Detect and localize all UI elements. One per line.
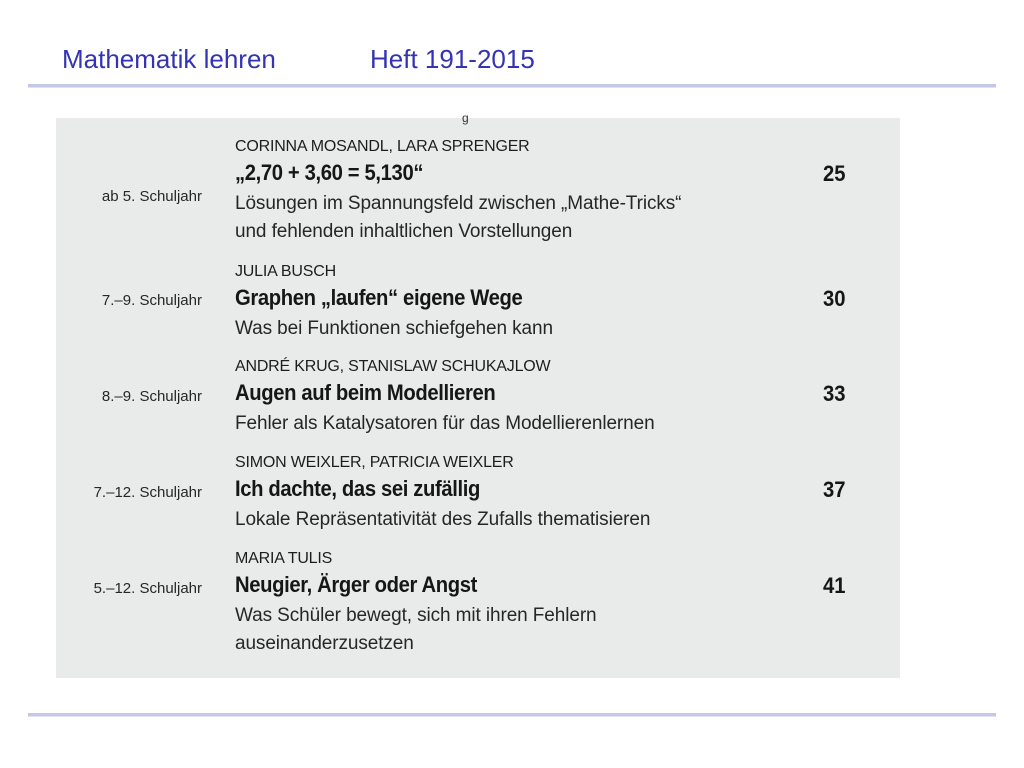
article-subtitle-line: und fehlenden inhaltlichen Vorstellungen (235, 221, 573, 242)
journal-title: Mathematik lehren (62, 44, 276, 74)
article-subtitle-line: Was bei Funktionen schiefgehen kann (235, 318, 553, 339)
article-title: Ich dachte, das sei zufällig (235, 476, 481, 501)
grade-level: 5.–12. Schuljahr (93, 580, 202, 597)
article-subtitle-line: Fehler als Katalysatoren für das Modellierenlernen (235, 413, 655, 434)
article-subtitle-line: Lokale Repräsentativität des Zufalls thematisieren (235, 509, 651, 530)
issue-label: Heft 191-2015 (370, 44, 535, 74)
cropped-text-fragment: g (462, 111, 469, 125)
article-title: Graphen „laufen“ eigene Wege (235, 285, 523, 310)
article-title: Augen auf beim Modellieren (235, 380, 496, 405)
article-subtitle-line: Lösungen im Spannungsfeld zwischen „Mathe-Tricks“ (235, 193, 682, 214)
article-title: Neugier, Ärger oder Angst (235, 572, 477, 597)
page-number: 25 (823, 161, 846, 186)
article-authors: SIMON WEIXLER, PATRICIA WEIXLER (235, 454, 514, 471)
grade-level: ab 5. Schuljahr (101, 188, 202, 205)
bottom-divider (28, 713, 996, 717)
article-authors: ANDRÉ KRUG, STANISLAW SCHUKAJLOW (235, 358, 551, 375)
page-number: 37 (823, 477, 846, 502)
slide-header (62, 44, 962, 78)
article-title: „2,70 + 3,60 = 5,130“ (235, 160, 424, 185)
grade-level: 8.–9. Schuljahr (101, 388, 202, 405)
grade-level: 7.–9. Schuljahr (101, 292, 202, 309)
page-number: 30 (823, 286, 846, 311)
grade-level: 7.–12. Schuljahr (93, 484, 202, 501)
article-authors: MARIA TULIS (235, 550, 333, 567)
table-of-contents-scan (56, 111, 900, 678)
article-subtitle-line: Was Schüler bewegt, sich mit ihren Fehlern (235, 605, 597, 626)
top-divider (28, 84, 996, 88)
article-authors: CORINNA MOSANDL, LARA SPRENGER (235, 138, 530, 155)
article-authors: JULIA BUSCH (235, 263, 336, 280)
page-number: 41 (823, 573, 846, 598)
article-subtitle-line: auseinanderzusetzen (235, 633, 414, 654)
page-number: 33 (823, 381, 846, 406)
